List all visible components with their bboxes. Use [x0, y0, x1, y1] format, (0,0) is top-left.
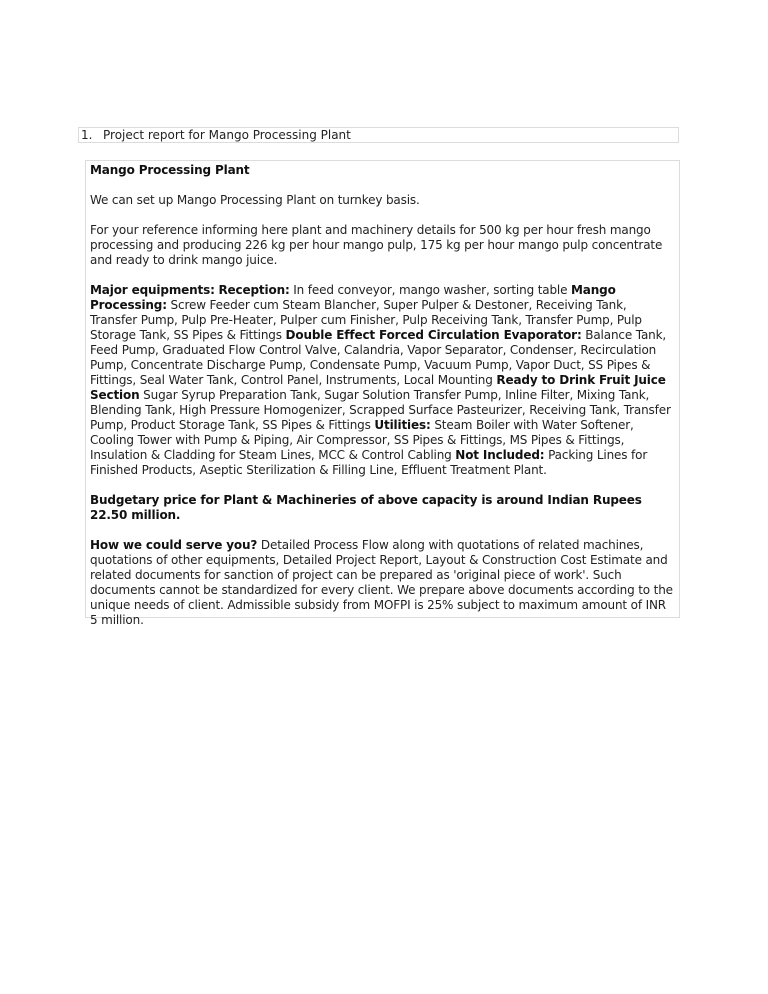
list-item — [78, 127, 679, 143]
list-item-text: Project report for Mango Processing Plant — [103, 128, 351, 142]
evaporator-text: Balance Tank, Feed Pump, Graduated Flow Control Valve, Calandria, Vapor Separator, Condenser, Recirculation Pump, Concentrate Discharge Pump, Condensate Pump, Vacuum Pump, Vapor Duct, SS Pipes & Fittings, Seal Water Tank, Control Panel, Instruments, Local Mounting — [90, 328, 667, 387]
processing-label: Mango Processing: — [90, 283, 616, 312]
content-box — [85, 160, 680, 627]
serve-paragraph — [90, 538, 676, 628]
processing-text: Screw Feeder cum Steam Blancher, Super Pulper & Destoner, Receiving Tank, Transfer Pump, Pulp Pre-Heater, Pulper cum Finisher, Pulp Receiving Tank, Transfer Pump, Pulp Storage Tank, SS Pipes & Fittings — [90, 298, 642, 342]
evaporator-label: Double Effect Forced Circulation Evaporator: — [285, 328, 582, 342]
reception-label: Reception: — [218, 283, 290, 297]
reception-text: In feed conveyor, mango washer, sorting table — [289, 283, 572, 297]
reference-paragraph: For your reference informing here plant and machinery details for 500 kg per hour fresh mango processing and producing 226 kg per hour mango pulp, 175 kg per hour mango pulp concentrate and ready to drink mango juice. — [90, 223, 663, 267]
utilities-text: Steam Boiler with Water Softener, Cooling Tower with Pump & Piping, Air Compressor, SS Pipes & Fittings, MS Pipes & Fittings, Insulation & Cladding for Steam Lines, MCC & Control Cabling — [90, 418, 634, 462]
equipment-paragraph — [90, 283, 676, 478]
serve-label: How we could serve you? — [90, 538, 258, 552]
not-included-label: Not Included: — [455, 448, 545, 462]
utilities-label: Utilities: — [374, 418, 431, 432]
juice-section-label: Ready to Drink Fruit Juice Section — [90, 373, 666, 402]
list-number: 1. — [81, 128, 93, 142]
serve-text: Detailed Process Flow along with quotations of related machines, quotations of other equipments, Detailed Project Report, Layout & Construction Cost Estimate and related documents for sanction of project can be prepared as 'original piece of work'. Such documents cannot be standardized for every client. We prepare above documents according to the unique needs of client. Admissible subsidy from MOFPI is 25% subject to maximum amount of INR 5 million. — [90, 538, 673, 627]
budget-paragraph: Budgetary price for Plant & Machineries of above capacity is around Indian Rupees 22.50 million. — [90, 493, 642, 522]
juice-section-text: Sugar Syrup Preparation Tank, Sugar Solution Transfer Pump, Inline Filter, Mixing Tank, Blending Tank, High Pressure Homogenizer, Scrapped Surface Pasteurizer, Receiving Tank, Transfer Pump, Product Storage Tank, SS Pipes & Fittings — [90, 388, 671, 432]
intro-paragraph: We can set up Mango Processing Plant on turnkey basis. — [90, 193, 420, 207]
not-included-text: Packing Lines for Finished Products, Aseptic Sterilization & Filling Line, Effluent Treatment Plant. — [90, 448, 648, 477]
major-equipments-label: Major equipments: — [90, 283, 215, 297]
content-title: Mango Processing Plant — [90, 163, 250, 177]
